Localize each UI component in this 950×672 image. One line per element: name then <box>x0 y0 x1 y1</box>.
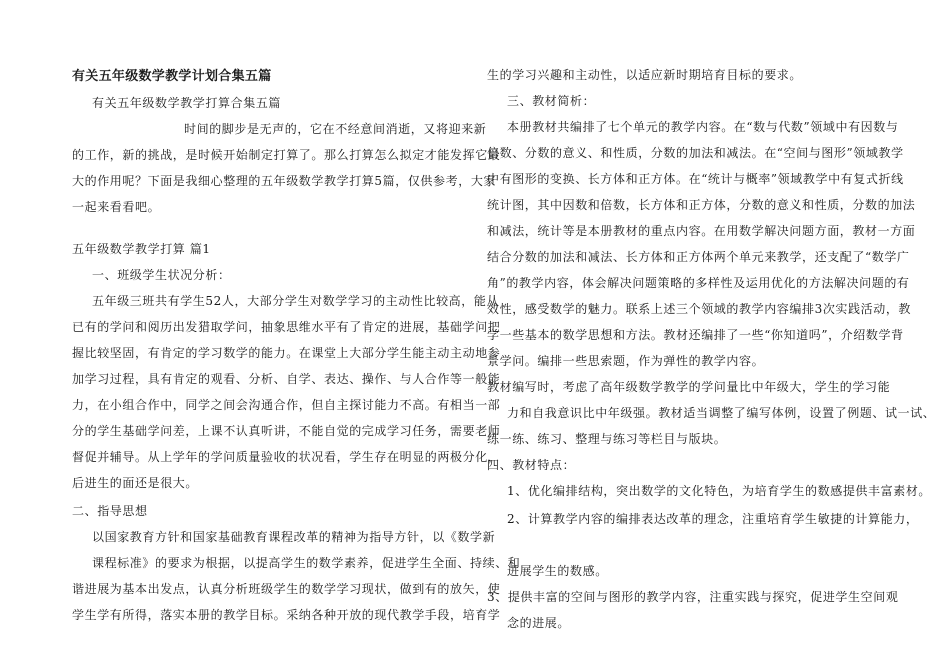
paragraph-line: 学生学有所得，落实本册的教学目标。采纳各种开放的现代教学手段，培育学 <box>72 608 501 622</box>
paragraph-line: 倍数、分数的意义、和性质，分数的加法和减法。在“空间与图形”领域教学 <box>487 146 904 160</box>
paragraph-line: 力，在小组合作中，同学之间会沟通合作，但自主探讨能力不高。有相当一部 <box>72 398 501 412</box>
paragraph-line: 已有的学问和阅历出发猎取学问，抽象思维水平有了肯定的进展，基础学问把 <box>72 320 501 334</box>
paragraph-line: 学一些基本的数学思想和方法。教材还编排了一些“你知道吗”，介绍数学背 <box>487 328 904 342</box>
paragraph-line: 3、提供丰富的空间与图形的教学内容，注重实践与探究，促进学生空间观 <box>487 590 899 604</box>
paragraph-line: 和减法，统计等是本册教材的重点内容。在用数学解决问题方面，教材一方面 <box>487 224 916 238</box>
list-item: 念的进展。 <box>507 616 571 630</box>
paragraph-line: 本册教材共编排了七个单元的教学内容。在“数与代数”领域中有因数与 <box>507 120 899 134</box>
paragraph-line: 二、指导思想 <box>72 504 148 518</box>
paragraph-line: 统计图，其中因数和倍数，长方体和正方体，分数的意义和性质，分数的加法 <box>487 198 916 212</box>
section-heading: 一、班级学生状况分析： <box>92 268 231 282</box>
section-heading: 以国家教育方针和国家基础教育课程改革的精神为指导方针，以《数学新 <box>92 530 496 544</box>
document-title: 有关五年级数学教学计划合集五篇 <box>72 69 272 84</box>
paragraph-line: 加学习过程，具有肯定的观看、分析、自学、表达、操作、与人合作等一般能 <box>72 372 501 386</box>
paragraph-line: 大的作用呢？下面是我细心整理的五年级数学教学打算5篇，仅供参考，大家 <box>72 174 497 188</box>
paragraph-line: 四、教材特点： <box>487 458 576 472</box>
paragraph-line: 效性，感受数学的魅力。联系上述三个领域的教学内容编排3次实践活动，教 <box>487 302 912 316</box>
paragraph-line: 后进生的面还是很大。 <box>72 476 199 490</box>
paragraph-line: 的工作，新的挑战，是时候开始制定打算了。那么打算怎么拟定才能发挥它最 <box>72 148 501 162</box>
paragraph-line: 时间的脚步是无声的，它在不经意间消逝，又将迎来新 <box>184 122 487 136</box>
paragraph-line: 督促并辅导。从上学年的学问质量验收的状况看，学生存在明显的两极分化， <box>72 450 501 464</box>
paragraph-line: 结合分数的加法和减法、长方体和正方体两个单元来教学，还支配了“数学广 <box>487 250 910 264</box>
paragraph-line: 课程标准》的要求为根据，以提高学生的数学素养，促进学生全面、持续、和 <box>92 556 521 570</box>
paragraph-line: 谐进展为基本出发点，认真分析班级学生的数学学习现状，做到有的放矢，使 <box>72 582 501 596</box>
paragraph-line: 教材编写时，考虑了高年级数学教学的学问量比中年级大，学生的学习能 <box>487 380 891 394</box>
list-item: 进展学生的数感。 <box>507 564 608 578</box>
section-heading: 三、教材简析： <box>507 94 596 108</box>
paragraph-line: 生的学习兴趣和主动性，以适应新时期培育目标的要求。 <box>487 68 803 82</box>
paragraph-line: 练一练、练习、整理与练习等栏目与版块。 <box>487 432 727 446</box>
paragraph-line: 力和自我意识比中年级强。教材适当调整了编写体例，设置了例题、试一试、 <box>507 406 936 420</box>
paragraph-line: 五年级三班共有学生52人，大部分学生对数学学习的主动性比较高，能从 <box>92 294 500 308</box>
section-heading: 五年级数学教学打算 篇1 <box>72 242 211 256</box>
paragraph-line: 中有图形的变换、长方体和正方体。在“统计与概率”领域教学中有复式折线 <box>487 172 904 186</box>
list-item: 2、计算教学内容的编排表达改革的理念，注重培育学生敏捷的计算能力， <box>507 512 919 526</box>
subtitle: 有关五年级数学教学打算合集五篇 <box>92 96 282 110</box>
section-heading: 1、优化编排结构，突出数学的文化特色，为培育学生的数感提供丰富素材。 <box>507 484 932 498</box>
paragraph-line: 景学问。编排一些思索题，作为弹性的教学内容。 <box>487 354 765 368</box>
paragraph-line: 角”的教学内容，体会解决问题策略的多样性及运用优化的方法解决问题的有 <box>487 276 910 290</box>
paragraph-line: 握比较坚固，有肯定的学习数学的能力。在课堂上大部分学生能主动主动地参 <box>72 346 501 360</box>
paragraph-line: 一起来看看吧。 <box>72 200 161 214</box>
paragraph-line: 分的学生基础学问差，上课不认真听讲，不能自觉的完成学习任务，需要老师 <box>72 424 501 438</box>
